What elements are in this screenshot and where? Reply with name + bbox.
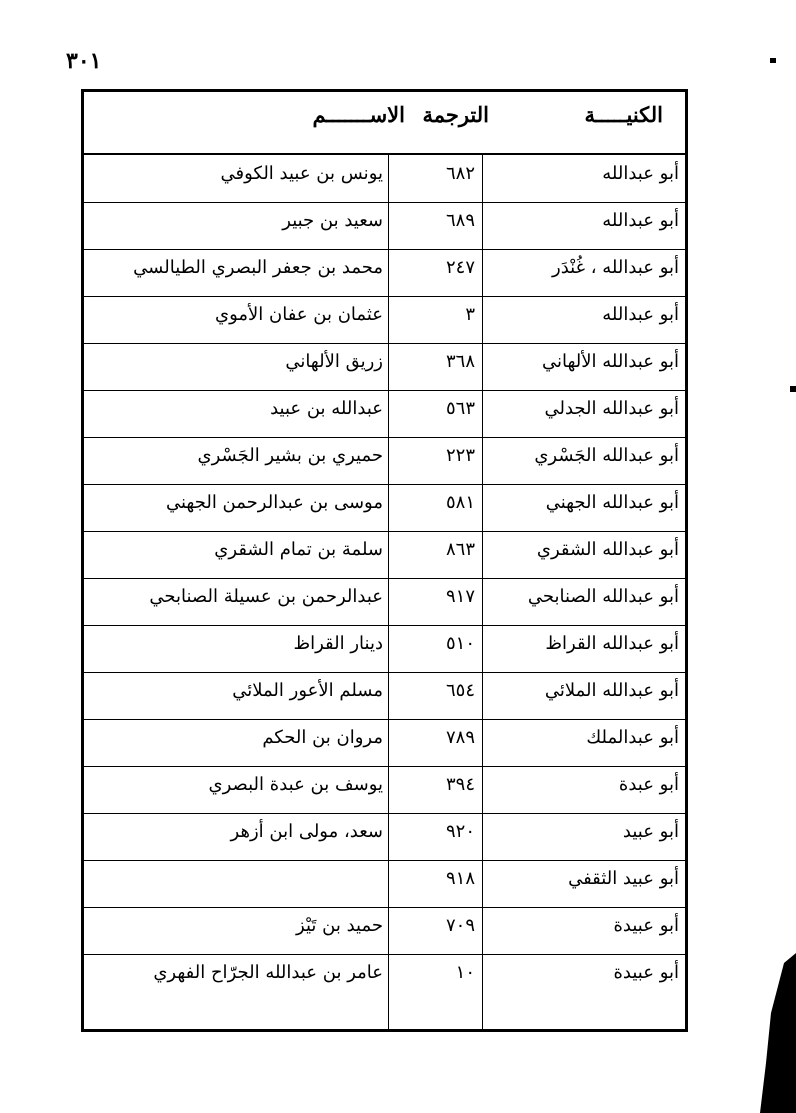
kunya-cell: أبو عبدالله	[602, 304, 679, 325]
tarjama-number-cell: ٥١٠	[445, 633, 475, 654]
tarjama-number-cell: ٣	[465, 304, 475, 325]
name-cell: مروان بن الحكم	[262, 727, 383, 748]
name-cell: زريق الألهاني	[285, 351, 383, 372]
table-row	[84, 437, 685, 485]
table-row	[84, 296, 685, 344]
table-row	[84, 155, 685, 203]
kunya-cell: أبو عبدالله الجهني	[545, 492, 679, 513]
name-cell: سعيد بن جبير	[282, 210, 383, 231]
name-cell: محمد بن جعفر البصري الطيالسي	[133, 257, 383, 278]
table-row	[84, 672, 685, 720]
kunya-cell: أبو عبدالله ، غُنْدَر	[552, 257, 679, 278]
tarjama-number-cell: ٥٨١	[445, 492, 475, 513]
kunya-cell: أبو عبدالله الجدلي	[544, 398, 679, 419]
tarjama-number-cell: ١٠	[455, 962, 475, 983]
name-cell: عبدالرحمن بن عسيلة الصنابحي	[149, 586, 383, 607]
table-row	[84, 813, 685, 861]
table-row	[84, 249, 685, 297]
table-body	[84, 153, 685, 1029]
kunya-cell: أبو عبدالله	[602, 163, 679, 184]
header-name: الاســـــــم	[312, 102, 405, 127]
kunya-cell: أبو عبدالملك	[586, 727, 679, 748]
kunya-cell: أبو عبدالله الألهاني	[541, 351, 679, 372]
table-header	[84, 92, 685, 155]
table-row	[84, 719, 685, 767]
tarjama-number-cell: ٦٨٩	[445, 210, 475, 231]
tarjama-number-cell: ٧٨٩	[445, 727, 475, 748]
tarjama-number-cell: ٦٨٢	[445, 163, 475, 184]
tarjama-number-cell: ٣٦٨	[445, 351, 475, 372]
kunya-cell: أبو عبدالله الصنابحي	[527, 586, 679, 607]
tarjama-number-cell: ٣٩٤	[445, 774, 475, 795]
table-row	[84, 390, 685, 438]
kunya-cell: أبو عبدالله	[602, 210, 679, 231]
table-row	[84, 954, 685, 1001]
table-row	[84, 907, 685, 955]
table-row	[84, 860, 685, 908]
name-cell: يونس بن عبيد الكوفي	[220, 163, 383, 184]
name-cell: سعد، مولى ابن أزهر	[230, 821, 383, 842]
kunya-cell: أبو عبدالله الجَسْري	[534, 445, 679, 466]
name-cell: حميري بن بشير الجَسْري	[197, 445, 383, 466]
name-cell: سلمة بن تمام الشقري	[214, 539, 383, 560]
name-cell: عامر بن عبدالله الجرّاح الفهري	[153, 962, 383, 983]
name-cell: يوسف بن عبدة البصري	[208, 774, 383, 795]
kunya-cell: أبو عبيد	[622, 821, 679, 842]
kunya-cell: أبو عبيدة	[613, 962, 679, 983]
table-row	[84, 531, 685, 579]
table-row	[84, 625, 685, 673]
name-cell: مسلم الأعور الملائي	[232, 680, 383, 701]
tarjama-number-cell: ٦٥٤	[445, 680, 475, 701]
name-cell: دينار القراظ	[293, 633, 383, 654]
table-row	[84, 766, 685, 814]
kunya-table	[81, 89, 688, 1032]
header-tarjama: الترجمة	[422, 102, 489, 127]
name-cell: موسى بن عبدالرحمن الجهني	[165, 492, 383, 513]
kunya-cell: أبو عبيدة	[613, 915, 679, 936]
tarjama-number-cell: ٨٦٣	[445, 539, 475, 560]
tarjama-number-cell: ٩١٧	[445, 586, 475, 607]
page-number: ٣٠١	[66, 48, 102, 74]
tarjama-number-cell: ٩١٨	[445, 868, 475, 889]
table-row	[84, 202, 685, 250]
name-cell: عبدالله بن عبيد	[270, 398, 383, 419]
table-row	[84, 484, 685, 532]
kunya-cell: أبو عبدالله القراظ	[545, 633, 679, 654]
table-row	[84, 343, 685, 391]
table-row	[84, 578, 685, 626]
tarjama-number-cell: ٢٢٣	[445, 445, 475, 466]
kunya-cell: أبو عبدالله الشقري	[536, 539, 679, 560]
scan-speck	[770, 58, 776, 63]
tarjama-number-cell: ٥٦٣	[445, 398, 475, 419]
kunya-cell: أبو عبدالله الملائي	[544, 680, 679, 701]
name-cell: عثمان بن عفان الأموي	[214, 304, 383, 325]
tarjama-number-cell: ٢٤٧	[445, 257, 475, 278]
page-edge-shadow	[676, 953, 796, 1113]
kunya-cell: أبو عبدة	[618, 774, 679, 795]
tarjama-number-cell: ٩٢٠	[445, 821, 475, 842]
kunya-cell: أبو عبيد الثقفي	[568, 868, 679, 889]
scan-speck	[790, 386, 796, 392]
name-cell: حميد بن تَيْز	[296, 915, 383, 936]
tarjama-number-cell: ٧٠٩	[445, 915, 475, 936]
header-kunya: الكنيـــــة	[584, 102, 663, 127]
